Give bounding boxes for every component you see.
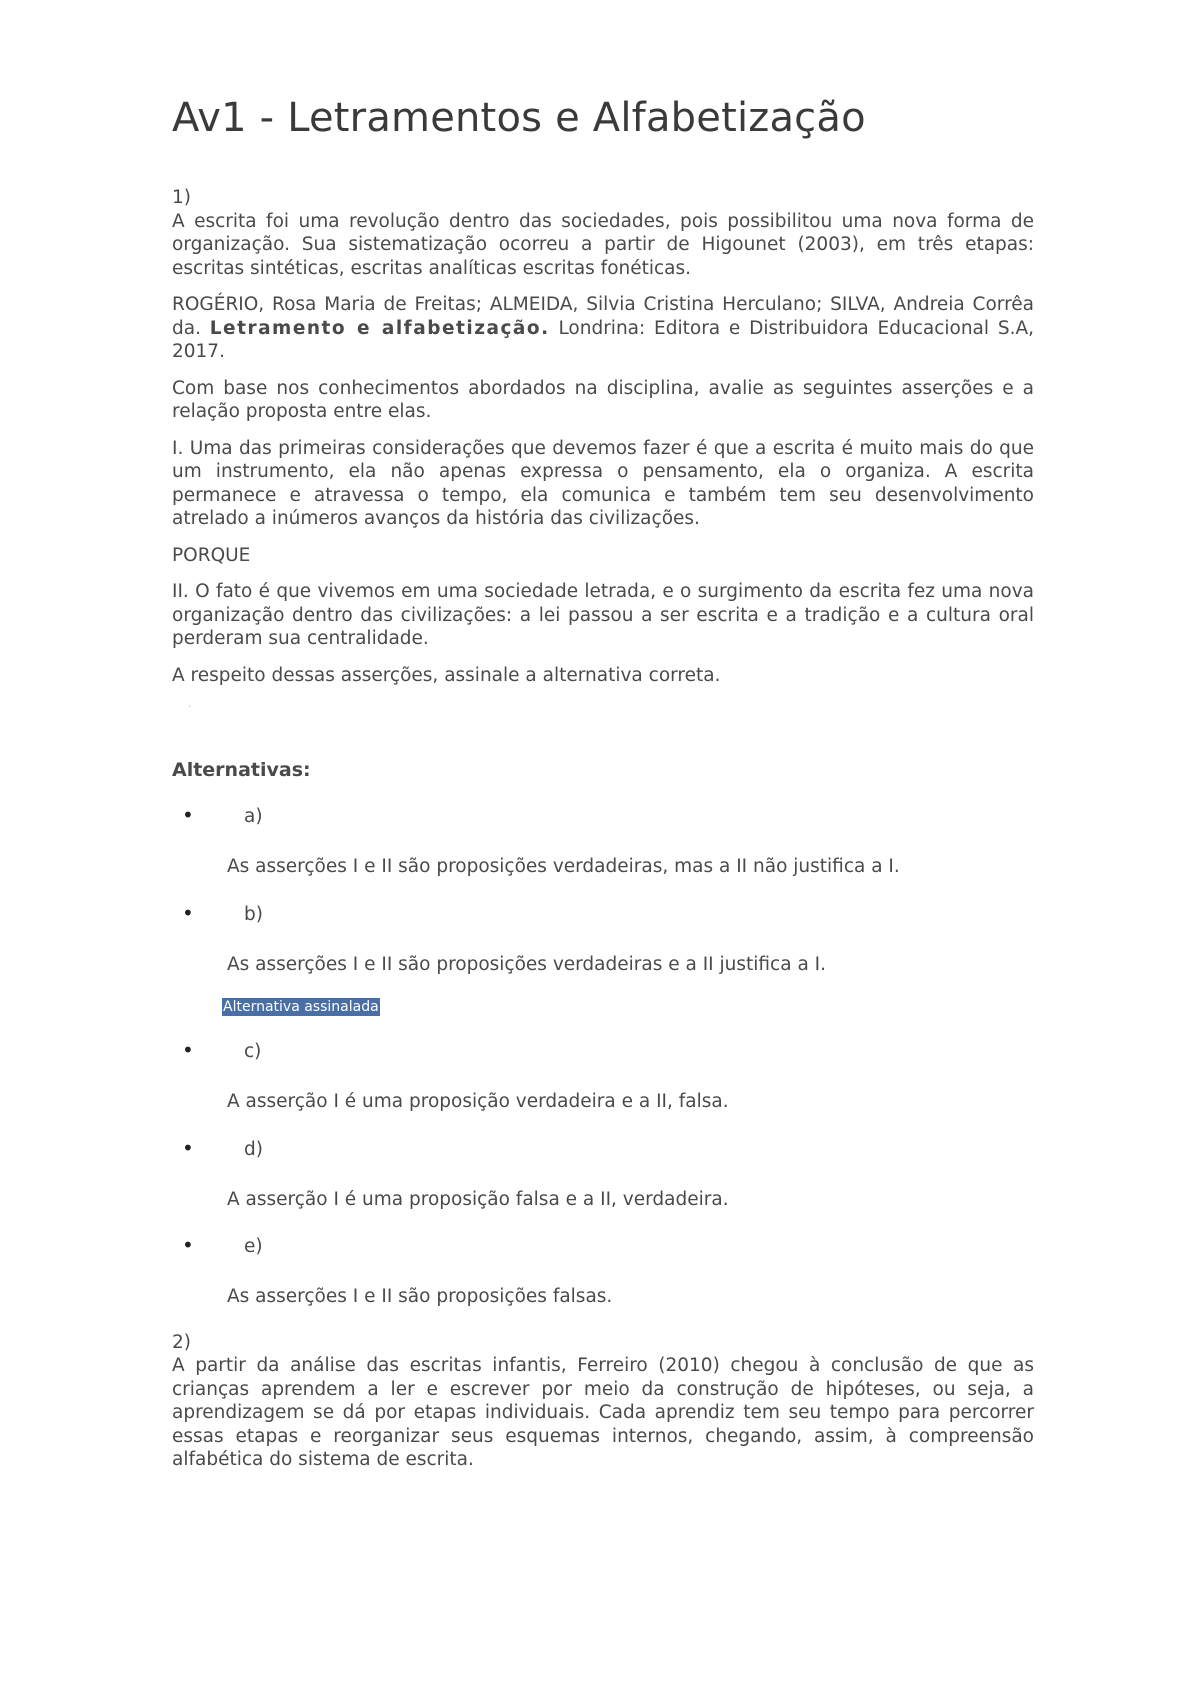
bullet-icon: •: [182, 803, 194, 827]
alternative-letter: e): [244, 1236, 263, 1257]
question-2: [172, 1331, 1034, 1472]
bullet-icon: •: [182, 1233, 194, 1257]
bullet-icon: •: [182, 1038, 194, 1062]
question-number: 1): [172, 187, 191, 208]
reference-title: Letramento e alfabetização.: [209, 317, 550, 339]
alternative-c[interactable]: [172, 1040, 1034, 1114]
alternative-d[interactable]: [172, 1135, 1034, 1212]
alternative-letter: c): [244, 1041, 262, 1062]
question-intro: A escrita foi uma revolução dentro das sociedades, pois possibilitou uma nova forma de organização. Sua sistematização ocorreu a partir de Higounet (2003), em três etapas: escritas sintéticas, escritas analíticas escritas fonéticas.: [172, 210, 1034, 279]
alternative-b[interactable]: [172, 900, 1034, 1017]
alternative-letter: b): [244, 903, 263, 925]
alternatives-list: [172, 805, 1034, 1309]
bullet-icon: •: [182, 1135, 194, 1160]
alternative-letter: d): [244, 1138, 263, 1160]
alternative-a[interactable]: [172, 805, 1034, 879]
assertion-two: II. O fato é que vivemos em uma sociedade letrada, e o surgimento da escrita fez uma nova organização dentro das civilizações: a lei passou a ser escrita e a tradição e a cultura oral perderam sua centralidade.: [172, 581, 1034, 649]
question-1: [172, 186, 1034, 1309]
bullet-icon: •: [182, 900, 194, 925]
alternative-text: As asserções I e II são proposições verdadeiras e a II justifica a I.: [227, 953, 827, 975]
document-page: [172, 94, 1034, 1472]
alternative-text: A asserção I é uma proposição falsa e a II, verdadeira.: [227, 1188, 729, 1210]
question-number: 2): [172, 1331, 191, 1353]
alternative-text: As asserções I e II são proposições falsas.: [227, 1286, 613, 1307]
assertion-one: I. Uma das primeiras considerações que devemos fazer é que a escrita é muito mais do que um instrumento, ela não apenas expressa o pensamento, ela o organiza. A escrita permanece e atravessa o tempo, ela comunica e também tem seu desenvolvimento atrelado a inúmeros avanços da história das civilizações.: [172, 437, 1034, 529]
alternative-letter: a): [244, 806, 263, 827]
question-prompt: A respeito dessas asserções, assinale a alternativa correta.: [172, 664, 721, 686]
stray-dot: .: [188, 699, 192, 710]
alternatives-heading: Alternativas:: [172, 759, 311, 781]
question-instruction: Com base nos conhecimentos abordados na disciplina, avalie as seguintes asserções e a relação proposta entre elas.: [172, 377, 1034, 422]
question-intro: A partir da análise das escritas infantis, Ferreiro (2010) chegou à conclusão de que as crianças aprendem a ler e escrever por meio da construção de hipóteses, ou seja, a aprendizagem se dá por etapas individuais. Cada aprendiz tem seu tempo para percorrer essas etapas e reorganizar seus esquemas internos, chegando, assim, à compreensão alfabética do sistema de escrita.: [172, 1355, 1034, 1470]
bibliographic-reference: [172, 293, 1034, 364]
page-title: Av1 - Letramentos e Alfabetização: [172, 95, 866, 141]
alternative-text: A asserção I é uma proposição verdadeira e a II, falsa.: [227, 1091, 729, 1112]
reference-publisher: Londrina: Editora e Distribuidora Educacional S.A, 2017.: [172, 317, 1034, 362]
alternative-text: As asserções I e II são proposições verdadeiras, mas a II não justifica a I.: [227, 856, 900, 877]
reference-authors: ROGÉRIO, Rosa Maria de Freitas; ALMEIDA, Silvia Cristina Herculano; SILVA, Andreia Corrêa da.: [172, 294, 1034, 339]
selected-alternative-badge: Alternativa assinalada: [223, 999, 379, 1015]
alternative-e[interactable]: [172, 1235, 1034, 1309]
assertion-connector: PORQUE: [172, 544, 251, 566]
